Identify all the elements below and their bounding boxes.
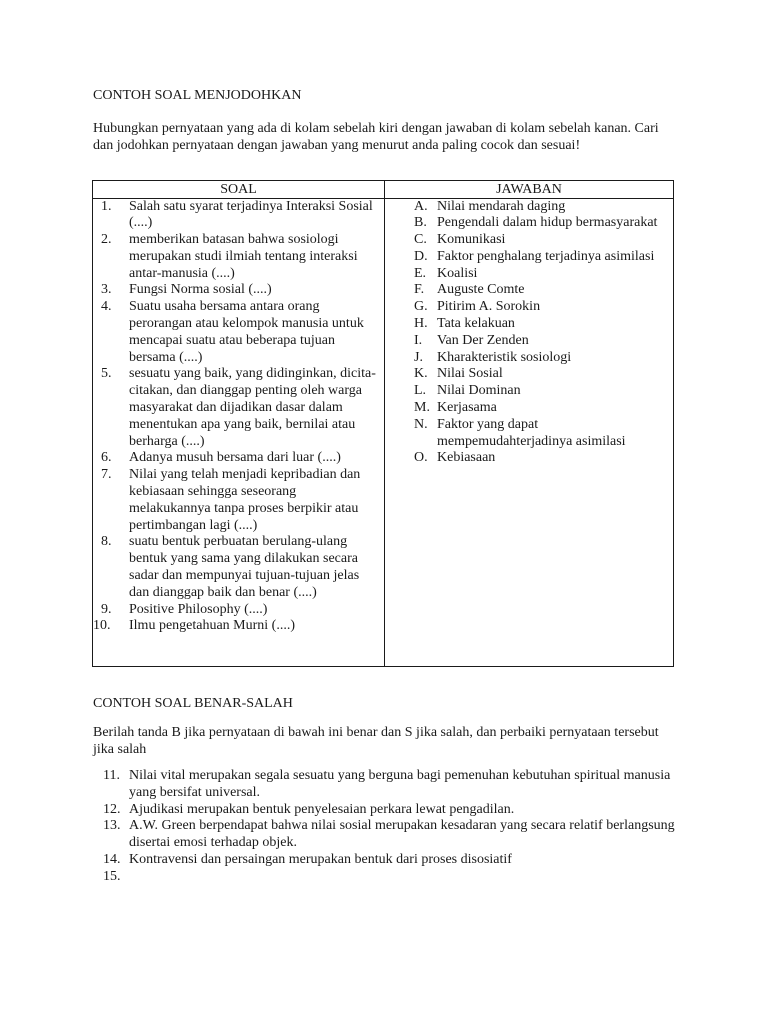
soal-number: 9.: [101, 601, 112, 617]
jawaban-letter: A.: [414, 198, 428, 214]
header-soal: SOAL: [220, 182, 257, 197]
benar-salah-item: [93, 802, 678, 819]
jawaban-item: [385, 350, 673, 367]
jawaban-item: [385, 383, 673, 400]
soal-text: Salah satu syarat terjadinya Interaksi Sosial (....): [129, 198, 373, 231]
benar-salah-item: [93, 852, 678, 869]
jawaban-text: Kerjasama: [437, 400, 497, 416]
jawaban-text: Nilai mendarah daging: [437, 198, 566, 214]
soal-item: [93, 199, 383, 233]
soal-item: [93, 366, 383, 450]
item-number: 11.: [103, 768, 120, 783]
jawaban-text: Van Der Zenden: [437, 332, 529, 348]
soal-item: [93, 450, 383, 467]
jawaban-text: Koalisi: [437, 265, 478, 281]
benar-salah-item: [93, 869, 678, 886]
jawaban-text: Kebiasaan: [437, 450, 496, 466]
item-text: Nilai vital merupakan segala sesuatu yang berguna bagi pemenuhan kebutuhan spiritual manusia yang bersifat universal.: [129, 768, 671, 800]
jawaban-item: [385, 232, 673, 249]
soal-item: [93, 232, 383, 282]
soal-number: 10.: [93, 618, 111, 634]
soal-item: [93, 282, 383, 299]
jawaban-item: [385, 333, 673, 350]
jawaban-list: [385, 199, 673, 468]
soal-number: 1.: [101, 198, 112, 214]
soal-item: [93, 299, 383, 366]
jawaban-letter: C.: [414, 232, 427, 248]
soal-number: 5.: [101, 366, 112, 382]
jawaban-letter: E.: [414, 265, 427, 281]
jawaban-letter: K.: [414, 366, 428, 382]
jawaban-item: [385, 282, 673, 299]
soal-text: Adanya musuh bersama dari luar (....): [129, 450, 341, 466]
jawaban-text: Pitirim A. Sorokin: [437, 299, 541, 315]
soal-number: 4.: [101, 299, 112, 315]
benar-salah-item: [93, 818, 678, 852]
jawaban-text: Komunikasi: [437, 232, 506, 248]
jawaban-item: [385, 266, 673, 283]
jawaban-letter: N.: [414, 416, 428, 432]
soal-text: Ilmu pengetahuan Murni (....): [129, 618, 296, 634]
jawaban-letter: D.: [414, 248, 428, 264]
jawaban-letter: M.: [414, 400, 430, 416]
benar-salah-list: [93, 768, 678, 886]
soal-text: Fungsi Norma sosial (....): [129, 282, 272, 298]
soal-text: memberikan batasan bahwa sosiologi merupakan studi ilmiah tentang interaksi antar-manusia (....): [129, 232, 358, 281]
jawaban-text: Pengendali dalam hidup bermasyarakat: [437, 215, 658, 231]
soal-text: suatu bentuk perbuatan berulang-ulang bentuk yang sama yang dilakukan secara sadar dan mempunyai tujuan-tujuan jelas dan dianggap baik dan benar (....): [129, 534, 360, 600]
soal-text: Suatu usaha bersama antara orang perorangan atau kelompok manusia untuk mencapai suatu atau beberapa tujuan bersama (....): [129, 299, 364, 365]
item-text: Ajudikasi merupakan bentuk penyelesaian perkara lewat pengadilan.: [129, 801, 515, 817]
item-number: 13.: [103, 818, 121, 834]
jawaban-item: [385, 199, 673, 216]
jawaban-item: [385, 316, 673, 333]
jawaban-text: Kharakteristik sosiologi: [437, 349, 572, 365]
item-text: A.W. Green berpendapat bahwa nilai sosial merupakan kesadaran yang secara relatif berlangsung disertai emosi terhadap objek.: [129, 818, 675, 851]
soal-number: 8.: [101, 534, 112, 550]
instructions-benar-salah: Berilah tanda B jika pernyataan di bawah ini benar dan S jika salah, dan perbaiki pernyataan tersebut jika salah: [93, 725, 659, 757]
soal-list: [93, 199, 383, 636]
soal-item: [93, 618, 383, 635]
header-jawaban: JAWABAN: [496, 182, 562, 197]
benar-salah-item: [93, 768, 678, 802]
jawaban-item: [385, 366, 673, 383]
section-title-benar-salah: CONTOH SOAL BENAR-SALAH: [93, 696, 293, 711]
jawaban-letter: L.: [414, 383, 427, 399]
jawaban-letter: O.: [414, 450, 428, 466]
soal-text: Nilai yang telah menjadi kepribadian dan kebiasaan sehingga seseorang melakukannya tanpa proses berpikir atau pertimbangan lagi (....): [129, 467, 361, 533]
jawaban-item: [385, 299, 673, 316]
jawaban-letter: H.: [414, 316, 428, 332]
section-title-menjodohkan: CONTOH SOAL MENJODOHKAN: [93, 88, 302, 103]
jawaban-text: Tata kelakuan: [437, 316, 515, 332]
soal-item: [93, 534, 383, 601]
jawaban-letter: I.: [414, 332, 423, 348]
jawaban-item: [385, 417, 673, 451]
jawaban-text: Nilai Sosial: [437, 366, 503, 382]
item-number: 14.: [103, 851, 121, 867]
jawaban-item: [385, 400, 673, 417]
soal-number: 2.: [101, 232, 112, 248]
instructions-menjodohkan: Hubungkan pernyataan yang ada di kolam sebelah kiri dengan jawaban di kolam sebelah kanan. Cari dan jodohkan pernyataan dengan jawaban yang menurut anda paling cocok dan sesuai!: [93, 121, 659, 153]
item-number: 15.: [103, 868, 121, 884]
jawaban-text: Faktor yang dapat mempemudahterjadinya asimilasi: [437, 416, 626, 449]
jawaban-item: [385, 450, 673, 467]
soal-number: 6.: [101, 450, 112, 466]
jawaban-letter: G.: [414, 299, 428, 315]
jawaban-letter: F.: [414, 282, 425, 298]
soal-text: sesuatu yang baik, yang didinginkan, dicita-citakan, dan dianggap penting oleh warga masyarakat dan dijadikan dasar dalam menentukan apa yang baik, bernilai atau berharga (....): [129, 366, 376, 449]
jawaban-letter: J.: [414, 349, 423, 365]
jawaban-letter: B.: [414, 215, 427, 231]
jawaban-item: [385, 249, 673, 266]
soal-number: 7.: [101, 467, 112, 483]
soal-text: Positive Philosophy (....): [129, 601, 268, 617]
soal-item: [93, 467, 383, 534]
jawaban-text: Faktor penghalang terjadinya asimilasi: [437, 248, 655, 264]
soal-item: [93, 602, 383, 619]
soal-number: 3.: [101, 282, 112, 298]
jawaban-item: [385, 215, 673, 232]
jawaban-text: Nilai Dominan: [437, 383, 521, 399]
jawaban-text: Auguste Comte: [437, 282, 525, 298]
item-number: 12.: [103, 801, 121, 817]
matching-table: [92, 180, 674, 667]
item-text: Kontravensi dan persaingan merupakan bentuk dari proses disosiatif: [129, 851, 512, 867]
